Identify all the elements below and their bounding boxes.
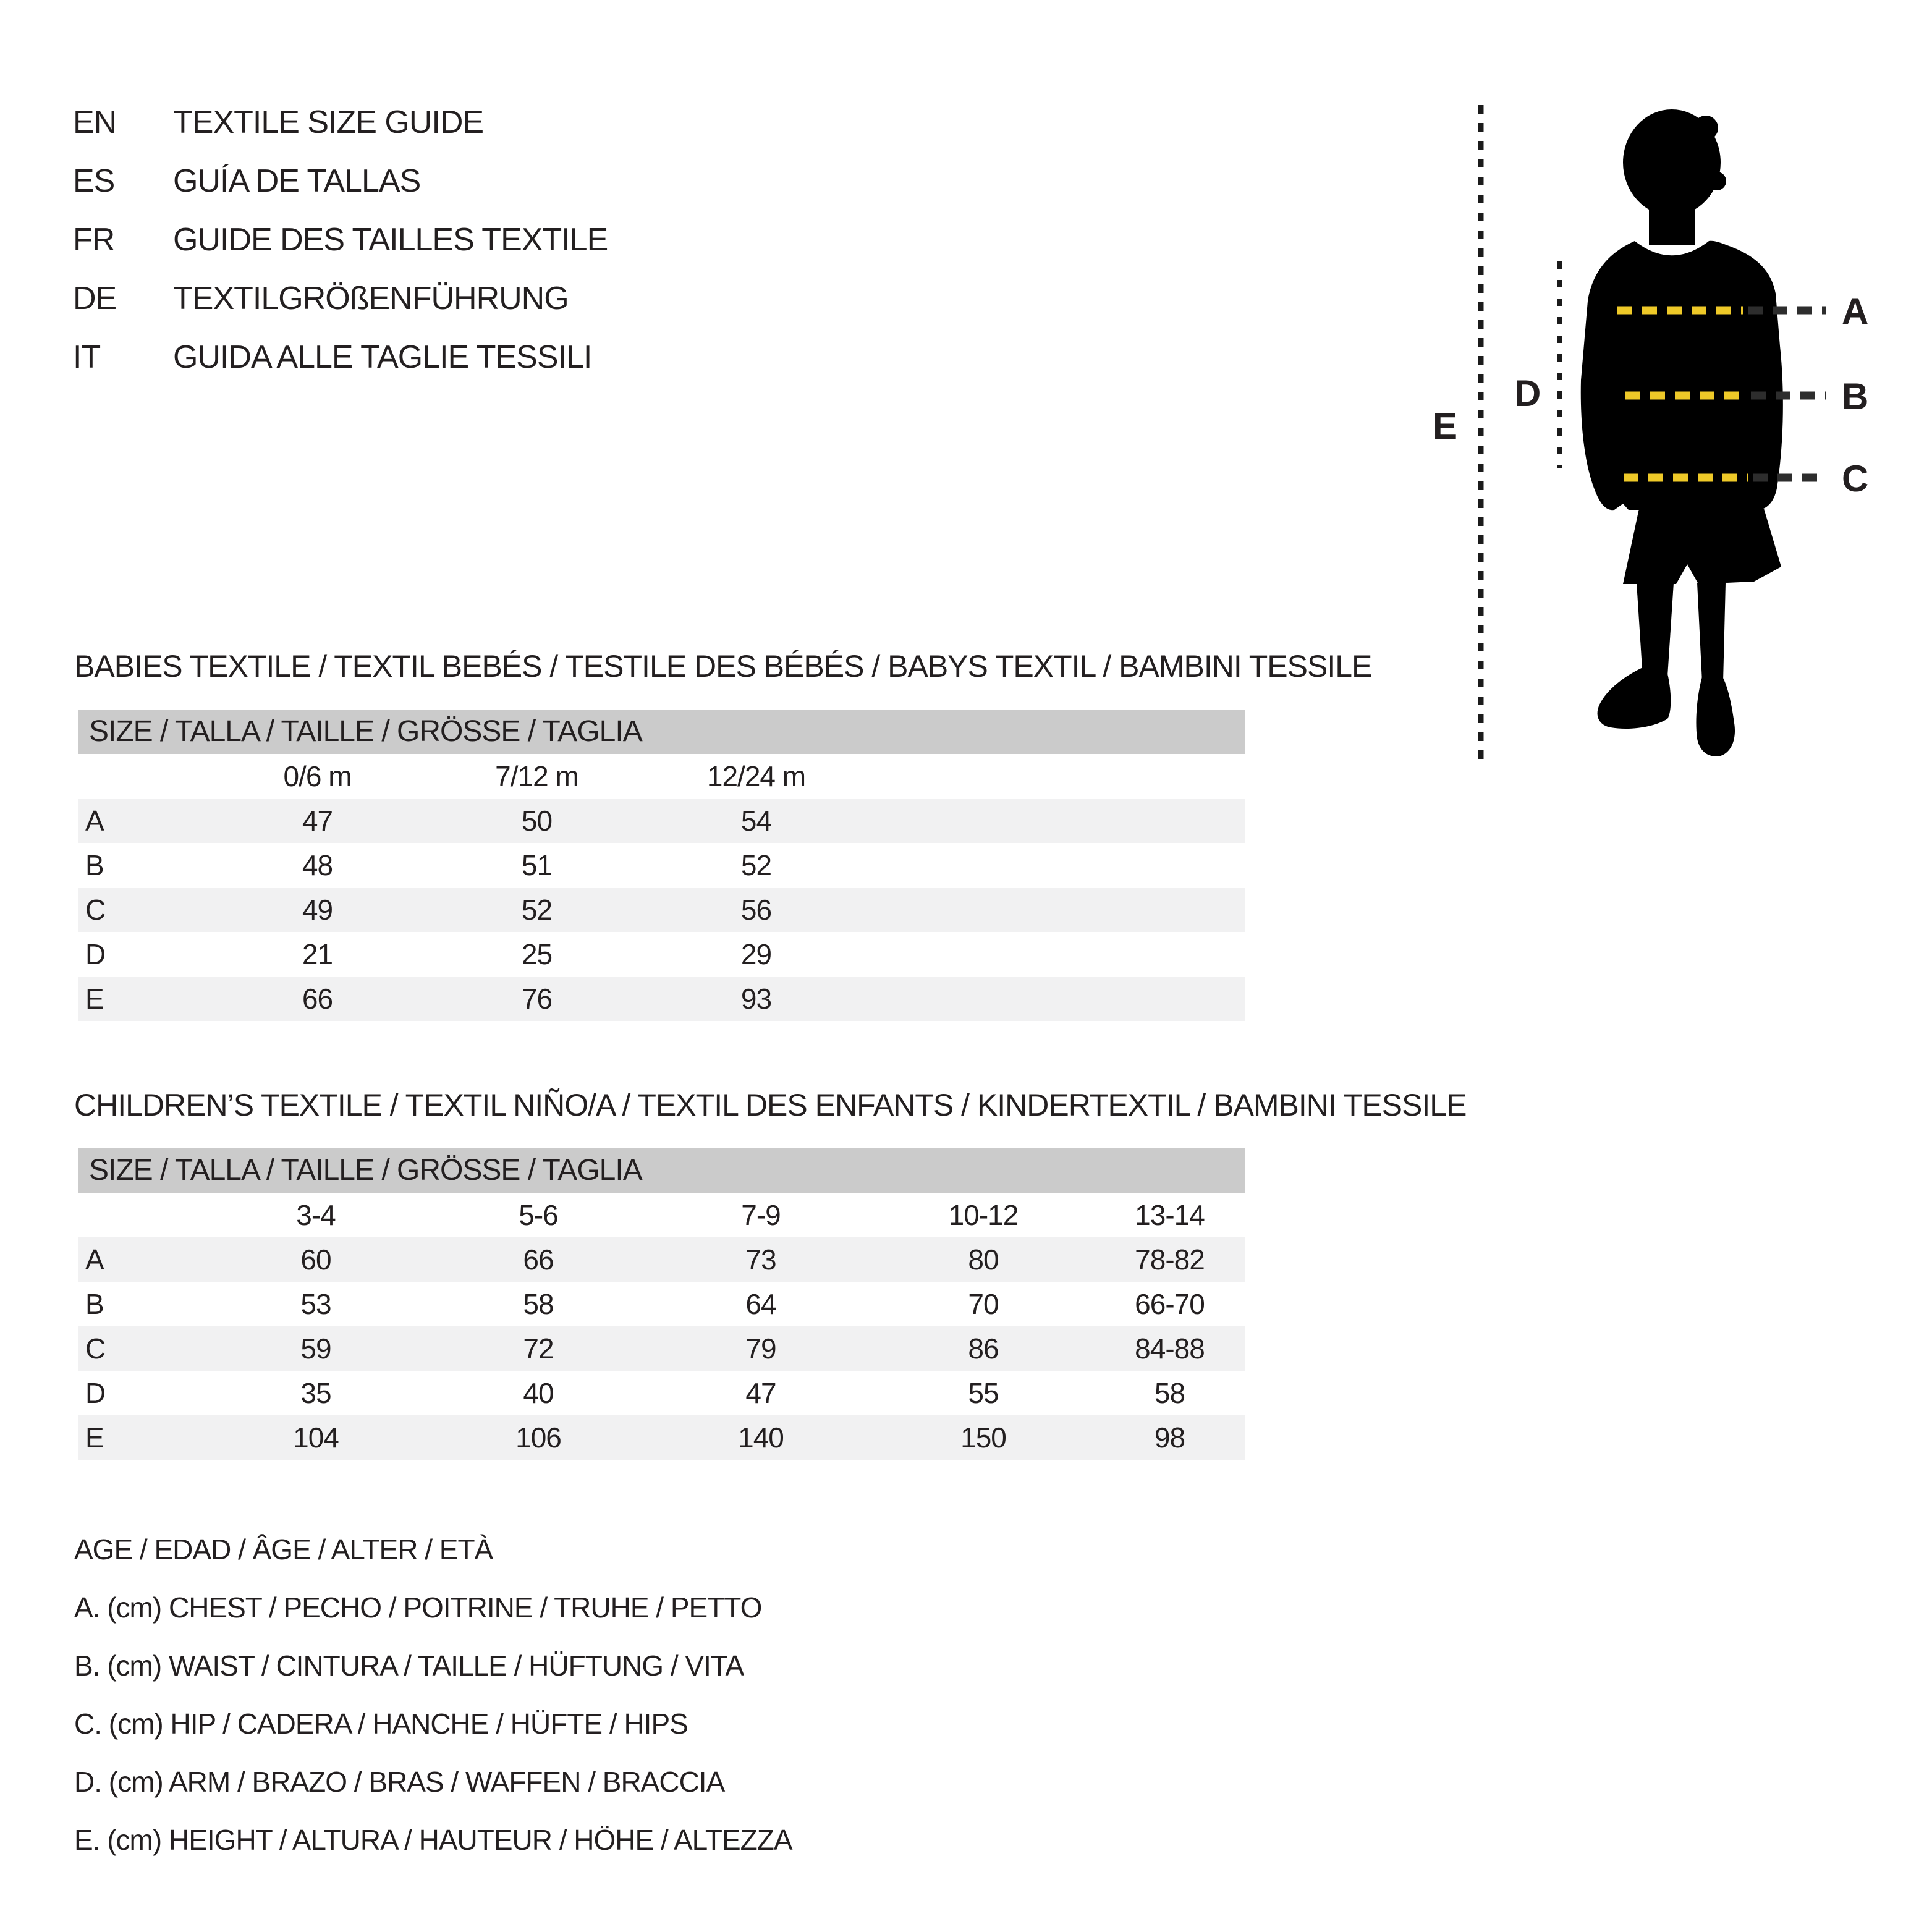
row-label: E: [85, 983, 104, 1015]
table-row: [78, 843, 1245, 888]
row-label: B: [85, 849, 104, 881]
table-cell: 29: [740, 938, 772, 970]
row-label: D: [85, 1377, 106, 1409]
table-cell: 84-88: [1135, 1332, 1205, 1365]
language-title: TEXTILE SIZE GUIDE: [173, 104, 484, 140]
table-cell: 106: [515, 1421, 561, 1454]
table-row: [78, 932, 1245, 977]
table-row: [78, 799, 1245, 843]
legend-line-waist: B. (cm) WAIST / CINTURA / TAILLE / HÜFTUNG / VITA: [74, 1650, 744, 1682]
language-title: GUIDA ALLE TAGLIE TESSILI: [173, 339, 592, 375]
column-header: 13-14: [1135, 1199, 1205, 1231]
figure-label-a: A: [1842, 290, 1869, 332]
row-label: E: [85, 1421, 104, 1454]
language-row: [73, 151, 608, 210]
table-cell: 35: [300, 1377, 331, 1409]
legend-line-hip: C. (cm) HIP / CADERA / HANCHE / HÜFTE / HIPS: [74, 1708, 688, 1740]
row-label: C: [85, 894, 106, 926]
table-cell: 79: [745, 1332, 776, 1365]
language-code: ES: [73, 163, 115, 199]
table-cell: 66: [302, 983, 333, 1015]
table-row: [78, 1415, 1245, 1460]
table-cell: 51: [521, 849, 553, 881]
language-row: [73, 93, 608, 151]
table-cell: 52: [521, 894, 553, 926]
babies-size-table: [78, 710, 1245, 1021]
table-cell: 48: [302, 849, 333, 881]
table-cell: 47: [745, 1377, 776, 1409]
table-cell: 50: [521, 805, 553, 837]
table-cell: 66-70: [1135, 1288, 1205, 1320]
table-cell: 76: [521, 983, 553, 1015]
language-header: [73, 93, 608, 386]
children-size-table: [78, 1148, 1245, 1460]
legend-line-age: AGE / EDAD / ÂGE / ALTER / ETÀ: [74, 1533, 493, 1566]
legend-line-height: E. (cm) HEIGHT / ALTURA / HAUTEUR / HÖHE / ALTEZZA: [74, 1824, 792, 1856]
table-cell: 21: [302, 938, 333, 970]
figure-label-c: C: [1842, 458, 1869, 499]
babies-column-header-row: [78, 754, 1245, 799]
table-cell: 64: [745, 1288, 776, 1320]
table-row: [78, 1237, 1245, 1282]
table-cell: 72: [523, 1332, 554, 1365]
children-size-header-bar: SIZE / TALLA / TAILLE / GRÖSSE / TAGLIA: [78, 1148, 1245, 1193]
table-row: [78, 1371, 1245, 1415]
table-cell: 80: [968, 1244, 999, 1276]
column-header: 0/6 m: [283, 760, 352, 792]
language-title: GUÍA DE TALLAS: [173, 163, 421, 199]
language-row: [73, 269, 608, 328]
table-cell: 93: [740, 983, 772, 1015]
table-row: [78, 977, 1245, 1021]
table-cell: 86: [968, 1332, 999, 1365]
table-cell: 60: [300, 1244, 331, 1276]
language-row: [73, 328, 608, 386]
legend-line-arm: D. (cm) ARM / BRAZO / BRAS / WAFFEN / BRACCIA: [74, 1766, 725, 1798]
children-section-heading: CHILDREN’S TEXTILE / TEXTIL NIÑO/A / TEXTIL DES ENFANTS / KINDERTEXTIL / BAMBINI TESSILE: [74, 1088, 1467, 1122]
row-label: D: [85, 938, 106, 970]
table-row: [78, 888, 1245, 932]
babies-size-header-bar: SIZE / TALLA / TAILLE / GRÖSSE / TAGLIA: [78, 710, 1245, 754]
table-cell: 58: [523, 1288, 554, 1320]
figure-label-b: B: [1842, 376, 1869, 417]
table-row: [78, 1282, 1245, 1326]
table-cell: 70: [968, 1288, 999, 1320]
row-label: C: [85, 1332, 106, 1365]
table-cell: 55: [968, 1377, 999, 1409]
table-cell: 52: [740, 849, 772, 881]
table-cell: 104: [293, 1421, 339, 1454]
table-cell: 25: [521, 938, 553, 970]
child-silhouette-icon: [1581, 109, 1783, 756]
table-cell: 56: [740, 894, 772, 926]
legend-line-chest: A. (cm) CHEST / PECHO / POITRINE / TRUHE / PETTO: [74, 1591, 762, 1624]
column-header: 10-12: [948, 1199, 1019, 1231]
row-label: A: [85, 805, 104, 837]
measurement-legend: [74, 1520, 792, 1869]
language-code: IT: [73, 339, 101, 375]
column-header: 12/24 m: [706, 760, 806, 792]
table-cell: 150: [960, 1421, 1006, 1454]
table-cell: 54: [740, 805, 772, 837]
table-cell: 40: [523, 1377, 554, 1409]
language-code: FR: [73, 221, 115, 258]
row-label: A: [85, 1244, 104, 1276]
language-code: DE: [73, 280, 117, 316]
column-header: 7-9: [741, 1199, 781, 1231]
table-cell: 59: [300, 1332, 331, 1365]
table-cell: 98: [1154, 1421, 1185, 1454]
table-cell: 53: [300, 1288, 331, 1320]
children-column-header-row: [78, 1193, 1245, 1237]
table-cell: 73: [745, 1244, 776, 1276]
table-row: [78, 1326, 1245, 1371]
babies-section-heading: BABIES TEXTILE / TEXTIL BEBÉS / TESTILE DES BÉBÉS / BABYS TEXTIL / BAMBINI TESSILE: [74, 649, 1372, 684]
table-cell: 49: [302, 894, 333, 926]
table-cell: 78-82: [1135, 1244, 1205, 1276]
language-title: TEXTILGRÖßENFÜHRUNG: [173, 280, 569, 316]
table-cell: 58: [1154, 1377, 1185, 1409]
column-header: 3-4: [296, 1199, 336, 1231]
language-row: [73, 210, 608, 269]
language-code: EN: [73, 104, 117, 140]
column-header: 5-6: [519, 1199, 558, 1231]
language-title: GUIDE DES TAILLES TEXTILE: [173, 221, 608, 258]
figure-label-d: D: [1514, 373, 1541, 414]
row-label: B: [85, 1288, 104, 1320]
table-cell: 47: [302, 805, 333, 837]
table-cell: 140: [738, 1421, 784, 1454]
table-cell: 66: [523, 1244, 554, 1276]
measurement-figure: [1421, 87, 1889, 785]
figure-label-e: E: [1433, 405, 1458, 447]
column-header: 7/12 m: [495, 760, 578, 792]
